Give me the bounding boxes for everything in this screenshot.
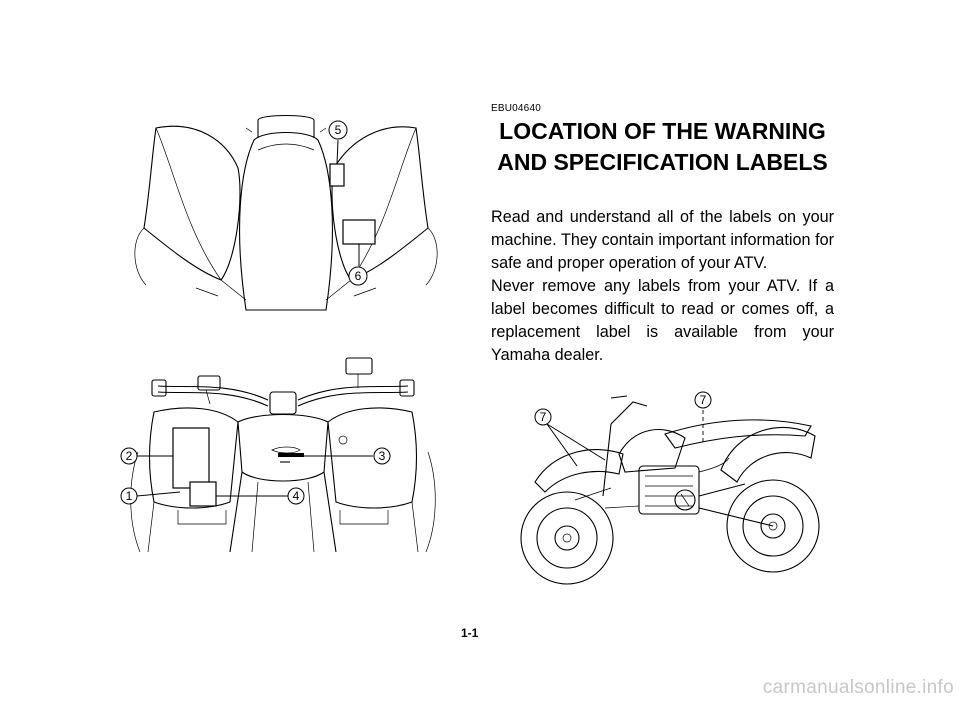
side-view-illustration [515, 388, 825, 588]
svg-text:7: 7 [699, 393, 707, 407]
svg-text:2: 2 [125, 449, 133, 463]
svg-text:5: 5 [334, 123, 342, 137]
paragraph-read-labels: Read and understand all of the labels on your machine. They contain important information for safe and proper operation of your ATV. [491, 208, 834, 272]
body-text [491, 206, 834, 367]
svg-text:6: 6 [354, 269, 362, 283]
svg-text:7: 7 [539, 410, 547, 424]
watermark: carmanualsonline.info [762, 677, 954, 698]
callout-5 [329, 121, 347, 139]
callout-4 [288, 488, 304, 504]
label-rect [173, 428, 209, 488]
callout-6 [349, 267, 367, 285]
svg-text:3: 3 [378, 449, 386, 463]
section-title-line-1: LOCATION OF THE WARNING [499, 118, 826, 144]
callout-3 [374, 448, 390, 464]
document-code: EBU04640 [491, 103, 541, 114]
front-view-illustration [118, 352, 448, 562]
page-number: 1-1 [461, 626, 479, 640]
callout-2 [121, 448, 137, 464]
label-rect [343, 220, 375, 244]
callout-7-seat [695, 392, 711, 408]
svg-text:1: 1 [125, 489, 133, 503]
rear-view-illustration [126, 110, 446, 325]
section-title [491, 116, 834, 178]
paragraph-never-remove: Never remove any labels from your ATV. If a label becomes difficult to read or comes off, a replacement label is available from your Yamaha dealer. [491, 277, 834, 364]
section-title-line-2: AND SPECIFICATION LABELS [497, 149, 828, 175]
label-rect [190, 482, 216, 506]
label-strip [278, 453, 304, 457]
svg-text:4: 4 [292, 489, 300, 503]
callout-7-front [535, 409, 551, 425]
callout-1 [121, 488, 137, 504]
label-rect [330, 164, 344, 186]
